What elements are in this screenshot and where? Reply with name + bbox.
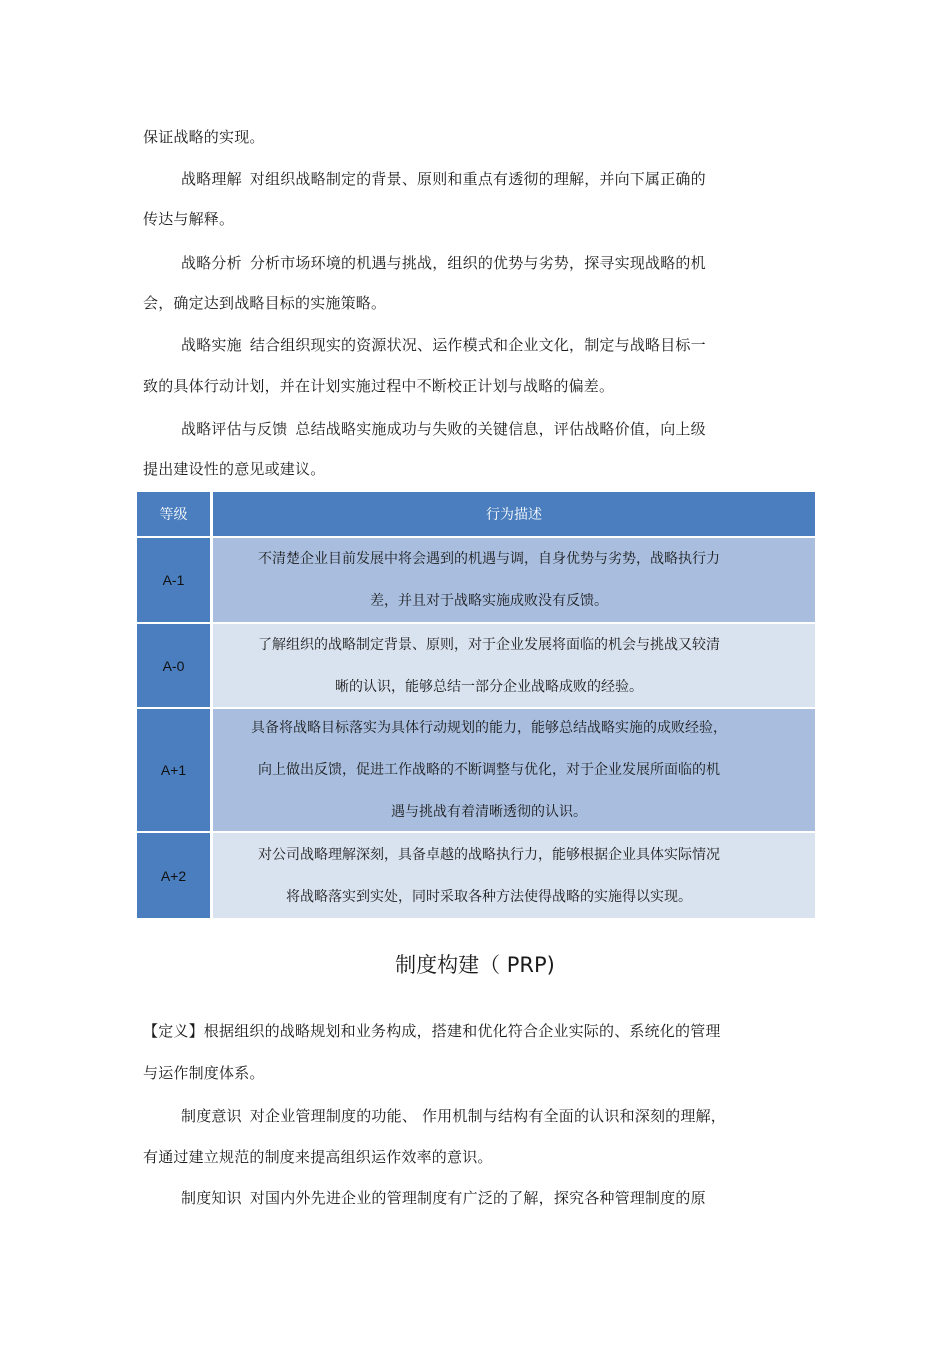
- description-line: 对公司战略理解深刻，具备卓越的战略执行力，能够根据企业具体实际情况: [258, 846, 720, 863]
- strategy-item-evaluation: [181, 419, 706, 439]
- strategy-item-analysis: [181, 253, 706, 273]
- body-text-line: 致的具体行动计划，并在计划实施过程中不断校正计划与战略的偏差。: [143, 377, 615, 395]
- item-term: 战略评估与反馈: [181, 420, 288, 438]
- table-row-description: [213, 833, 815, 918]
- description-line: 具备将战略目标落实为具体行动规划的能力，能够总结战略实施的成败经验，: [251, 720, 727, 736]
- item-text: 分析市场环境的机遇与挑战，组织的优势与劣势，探寻实现战略的机: [249, 254, 706, 272]
- item-term: 制度知识: [181, 1189, 242, 1207]
- strategy-item-implementation: [181, 335, 706, 355]
- description-line: 遇与挑战有着清晰透彻的认识。: [391, 804, 587, 820]
- item-term: 战略理解: [181, 170, 242, 188]
- table-row-level: A-0: [137, 624, 210, 707]
- table-row-description: [213, 709, 815, 831]
- definition-line: 【定义】根据组织的战略规划和业务构成，搭建和优化符合企业实际的、系统化的管理: [143, 1022, 721, 1040]
- definition-line: 与运作制度体系。: [143, 1064, 265, 1082]
- item-text: 结合组织现实的资源状况、运作模式和企业文化，制定与战略目标一: [249, 336, 706, 354]
- item-text: 总结战略实施成功与失败的关键信息，评估战略价值，向上级: [295, 420, 706, 438]
- body-text-line: 保证战略的实现。: [143, 128, 265, 146]
- table-row-level: A+2: [137, 833, 210, 918]
- strategy-item-understanding: [181, 169, 706, 189]
- body-text-line: 会，确定达到战略目标的实施策略。: [143, 294, 387, 312]
- section-title: 制度构建（ PRP): [395, 953, 555, 977]
- body-text-line: 有通过建立规范的制度来提高组织运作效率的意识。: [143, 1148, 493, 1166]
- item-term: 战略分析: [181, 254, 242, 272]
- description-line: 将战略落实到实处，同时采取各种方法使得战略的实施得以实现。: [286, 888, 692, 905]
- item-text: 对组织战略制定的背景、原则和重点有透彻的理解，并向下属正确的: [249, 170, 706, 188]
- item-term: 战略实施: [181, 336, 242, 354]
- table-row-description: [213, 538, 815, 622]
- body-text-line: 提出建设性的意见或建议。: [143, 460, 326, 478]
- body-text-line: 传达与解释。: [143, 210, 235, 228]
- competency-level-table: [137, 492, 815, 918]
- description-line: 晰的认识，能够总结一部分企业战略成败的经验。: [335, 678, 643, 695]
- section-item-awareness: [181, 1106, 726, 1126]
- table-row-description: [213, 624, 815, 707]
- table-row-level: A+1: [137, 709, 210, 831]
- item-term: 制度意识: [181, 1107, 242, 1125]
- table-header-level: 等级: [137, 492, 210, 536]
- description-line: 不清楚企业目前发展中将会遇到的机遇与调，自身优势与劣势，战略执行力: [258, 551, 720, 567]
- description-line: 差，并且对于战略实施成败没有反馈。: [370, 593, 608, 609]
- item-text: 对国内外先进企业的管理制度有广泛的了解，探究各种管理制度的原: [249, 1189, 706, 1207]
- table-row-level: A-1: [137, 538, 210, 622]
- description-line: 了解组织的战略制定背景、原则，对于企业发展将面临的机会与挑战又较清: [258, 636, 720, 653]
- description-line: 向上做出反馈，促进工作战略的不断调整与优化，对于企业发展所面临的机: [258, 762, 720, 778]
- table-header-description: 行为描述: [213, 492, 815, 536]
- section-item-knowledge: [181, 1188, 706, 1208]
- item-text: 对企业管理制度的功能、 作用机制与结构有全面的认识和深刻的理解，: [249, 1107, 726, 1125]
